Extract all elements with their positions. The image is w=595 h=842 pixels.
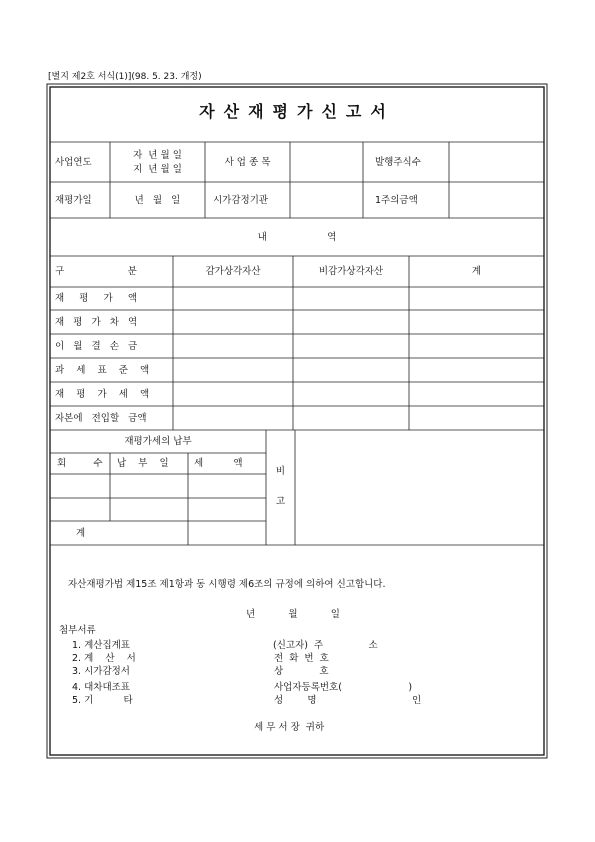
col-depreciable: 감가상각자산: [205, 266, 261, 277]
details-section-title: 내 역: [257, 232, 337, 243]
attachments-title: 첨부서류: [59, 625, 96, 636]
form-number-label: [별지 제2호 서식(1)](98. 5. 23. 개정): [48, 72, 202, 82]
remarks-label-2: 고: [275, 496, 286, 507]
row-revaluation-gain: 재 평 가 차 역: [55, 317, 138, 328]
row-revaluation-tax: 재 평 가 세 액: [55, 389, 150, 400]
appraisal-org-label: 시가감정기관: [213, 195, 269, 206]
remarks-label-1: 비: [275, 466, 286, 477]
attachment-item: 4. 대차대조표: [72, 682, 130, 693]
declaration-date: 년 월 일: [246, 609, 340, 620]
attachment-item: 2. 계 산 서: [72, 653, 136, 664]
declaration-statement: 자산재평가법 제15조 제1항과 동 시행령 제6조의 규정에 의하여 신고합니다.: [68, 579, 386, 590]
page-title: 자산재평가신고서: [199, 102, 395, 121]
row-tax-base: 과 세 표 준 액: [55, 365, 150, 376]
col-tax-amount: 세 액: [194, 458, 243, 469]
seal-mark: 인: [412, 695, 422, 706]
tax-payment-title: 재평가세의 납부: [124, 436, 192, 447]
col-non-depreciable: 비감가상각자산: [318, 266, 384, 277]
phone-label: 전 화 번 호: [274, 653, 329, 664]
col-installment: 회 수: [57, 458, 103, 469]
to-date: 지 년 월 일: [133, 164, 182, 175]
attachment-item: 5. 기 타: [72, 695, 133, 706]
name-label: 성 명: [274, 695, 317, 706]
attachment-item: 1. 계산집계표: [72, 640, 130, 651]
from-date: 자 년 월 일: [133, 150, 182, 161]
shares-issued-label: 발행주식수: [375, 157, 421, 168]
col-total: 계: [471, 266, 482, 277]
declarant-address-label: (신고자) 주 소: [273, 640, 378, 651]
col-category: 구 분: [55, 266, 137, 277]
tax-payment-total-label: 계: [76, 528, 86, 539]
row-capital-transfer: 자본에 전입할 금액: [55, 413, 147, 424]
business-type-label: 사 업 종 목: [224, 157, 271, 168]
col-payment-date: 납 부 일: [117, 458, 169, 469]
par-value-label: 1주의금액: [375, 195, 418, 206]
revaluation-date-label: 재평가일: [55, 195, 92, 206]
registration-number-label: 사업자등록번호( ): [274, 682, 413, 693]
addressee: 세 무 서 장 귀하: [254, 722, 325, 733]
business-year-label: 사업연도: [55, 157, 92, 168]
attachment-item: 3. 시가감정서: [72, 666, 130, 677]
row-carried-loss: 이 월 결 손 금: [55, 341, 138, 352]
business-name-label: 상 호: [274, 666, 329, 677]
row-revaluation-amount: 재 평 가 액: [55, 293, 138, 304]
revaluation-date-value: 년 월 일: [134, 195, 181, 206]
